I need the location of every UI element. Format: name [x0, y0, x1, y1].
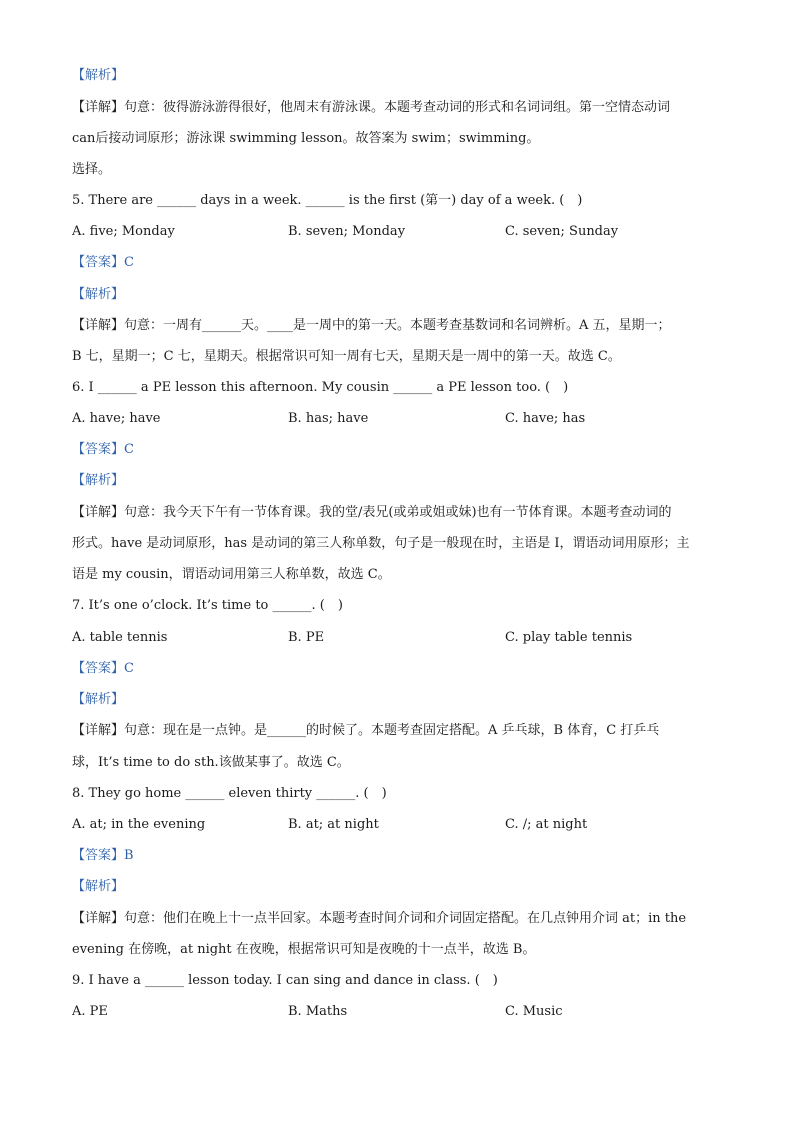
- question-5: 5. There are ______ days in a week. ______ is the first (第一) day of a week. ( ): [72, 193, 583, 208]
- q8-analysis-heading: 【解析】: [72, 879, 125, 894]
- q6-explanation-line: 【详解】句意：我今天下午有一节体育课。我的堂/表兄(或弟或姐或妹)也有一节体育课。本题考查动词的: [72, 505, 672, 520]
- q5-option-a: A. five; Monday: [72, 224, 175, 239]
- question-9: 9. I have a ______ lesson today. I can sing and dance in class. ( ): [72, 973, 498, 988]
- q5-explanation-line: B 七，星期一；C 七，星期天。根据常识可知一周有七天，星期天是一周中的第一天。故选 C。: [72, 349, 621, 364]
- q6-option-b: B. has; have: [288, 411, 369, 426]
- q5-option-c: C. seven; Sunday: [505, 224, 619, 239]
- question-7: 7. It’s one o’clock. It’s time to ______. ( ): [72, 598, 343, 613]
- q7-option-a: A. table tennis: [72, 630, 168, 645]
- q7-option-c: C. play table tennis: [505, 630, 633, 645]
- q7-answer: 【答案】C: [72, 661, 134, 676]
- q6-option-c: C. have; has: [505, 411, 586, 426]
- explanation-line: 【详解】句意：彼得游泳游得很好，他周末有游泳课。本题考查动词的形式和名词词组。第一空情态动词: [72, 100, 671, 115]
- q5-explanation-line: 【详解】句意：一周有______天。____是一周中的第一天。本题考查基数词和名词辨析。A 五，星期一；: [72, 318, 671, 333]
- q6-analysis-heading: 【解析】: [72, 473, 125, 488]
- q6-explanation-line: 形式。have 是动词原形，has 是动词的第三人称单数，句子是一般现在时，主语是 I，谓语动词用原形；主: [72, 536, 690, 551]
- q5-answer: 【答案】C: [72, 255, 134, 270]
- analysis-heading: 【解析】: [72, 68, 125, 83]
- q8-explanation-line: evening 在傍晚，at night 在夜晚，根据常识可知是夜晚的十一点半，故选 B。: [72, 942, 536, 957]
- q8-explanation-line: 【详解】句意：他们在晚上十一点半回家。本题考查时间介词和介词固定搭配。在几点钟用介词 at；in the: [72, 911, 687, 926]
- explanation-line: 选择。: [72, 162, 112, 177]
- explanation-line: can后接动词原形；游泳课 swimming lesson。故答案为 swim；swimming。: [72, 131, 540, 146]
- q9-option-c: C. Music: [505, 1004, 563, 1019]
- q8-answer: 【答案】B: [72, 848, 134, 863]
- q5-analysis-heading: 【解析】: [72, 287, 125, 302]
- q8-option-c: C. /; at night: [505, 817, 588, 832]
- q8-option-a: A. at; in the evening: [72, 817, 206, 832]
- q9-option-b: B. Maths: [288, 1004, 348, 1019]
- q7-explanation-line: 球，It’s time to do sth.该做某事了。故选 C。: [72, 755, 350, 770]
- q7-explanation-line: 【详解】句意：现在是一点钟。是______的时候了。本题考查固定搭配。A 乒乓球，B 体育，C 打乒乓: [72, 723, 660, 738]
- q6-option-a: A. have; have: [72, 411, 161, 426]
- q9-option-a: A. PE: [72, 1004, 108, 1019]
- q6-explanation-line: 语是 my cousin，谓语动词用第三人称单数，故选 C。: [72, 567, 391, 582]
- q8-option-b: B. at; at night: [288, 817, 379, 832]
- q7-analysis-heading: 【解析】: [72, 692, 125, 707]
- question-6: 6. I ______ a PE lesson this afternoon. My cousin ______ a PE lesson too. ( ): [72, 380, 569, 395]
- q6-answer: 【答案】C: [72, 442, 134, 457]
- q5-option-b: B. seven; Monday: [288, 224, 406, 239]
- question-8: 8. They go home ______ eleven thirty ______. ( ): [72, 786, 387, 801]
- q7-option-b: B. PE: [288, 630, 325, 645]
